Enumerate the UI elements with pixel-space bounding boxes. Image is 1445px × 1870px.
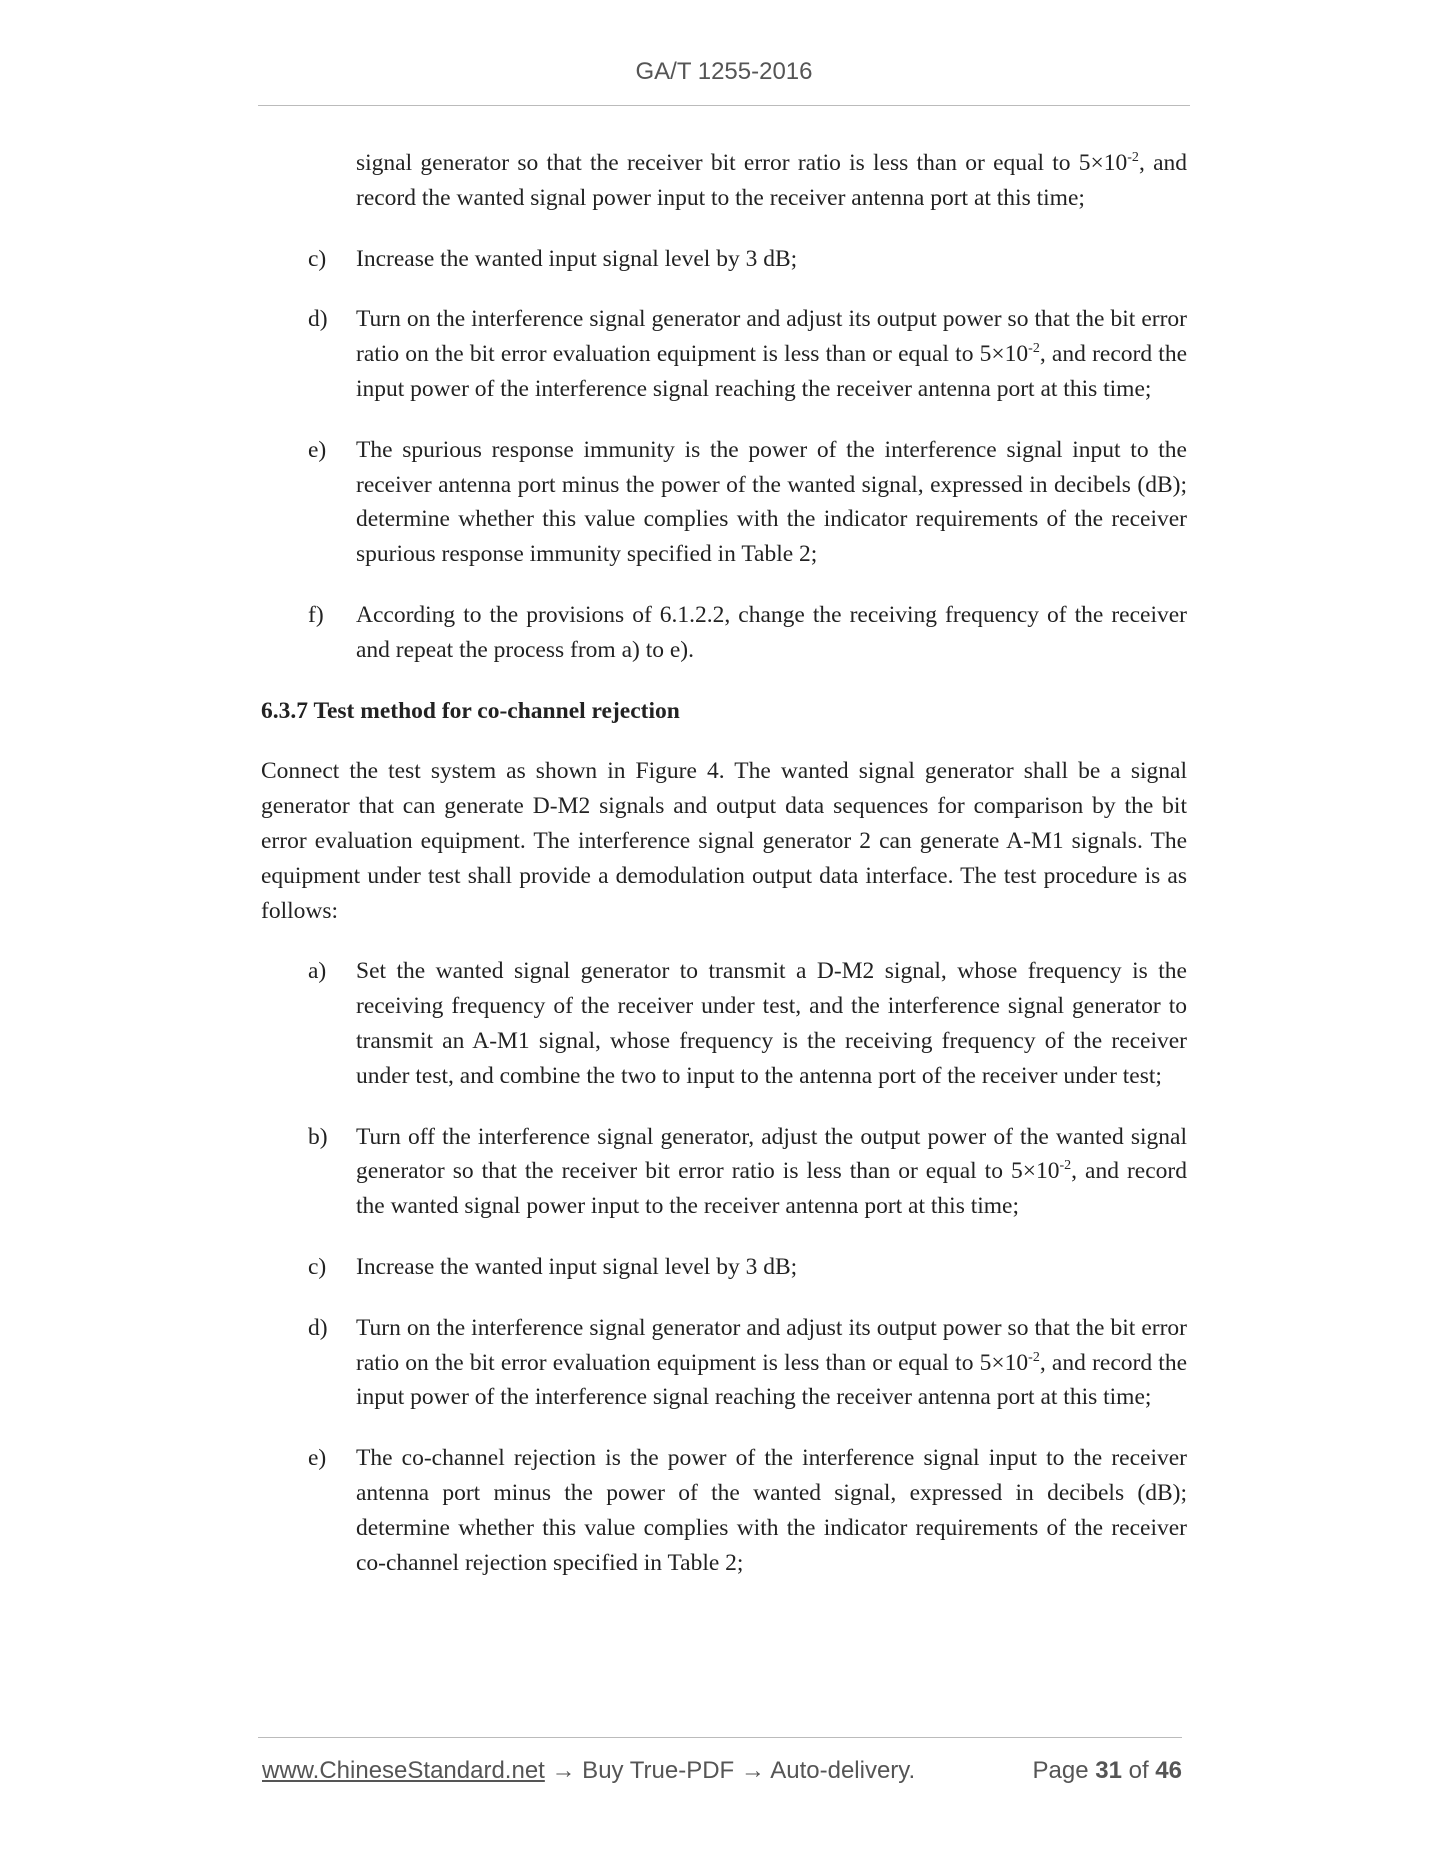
item-label: f) bbox=[308, 601, 324, 628]
footer-divider bbox=[258, 1737, 1182, 1738]
superscript: -2 bbox=[1127, 150, 1139, 165]
item-text: Turn on the interference signal generator and adjust its output power so that the bit error ratio on the bit error evaluation equipment is less than or equal to 5×10 bbox=[356, 1314, 1187, 1376]
page-number bbox=[1033, 1757, 1183, 1785]
list-item-d bbox=[261, 302, 1187, 406]
list-item-b bbox=[261, 1120, 1187, 1224]
item-label: a) bbox=[308, 958, 327, 985]
page-footer bbox=[262, 1757, 1182, 1785]
list-item-b-continued bbox=[261, 146, 1187, 216]
item-label: b) bbox=[308, 1123, 328, 1150]
superscript: -2 bbox=[1028, 341, 1040, 357]
item-text: Turn off the interference signal generator, adjust the output power of the wanted signal generator so that the receiver bit error ratio is less than or equal to 5×10 bbox=[356, 1123, 1187, 1185]
website-link[interactable]: www.ChineseStandard.net bbox=[262, 1757, 545, 1784]
item-label: e) bbox=[308, 1445, 327, 1472]
superscript: -2 bbox=[1059, 1158, 1072, 1174]
item-label: d) bbox=[308, 306, 328, 333]
item-text: Set the wanted signal generator to transmit a D-M2 signal, whose frequency is the receiving frequency of the receiver under test, and the interference signal generator to transmit an A-M1 signal, whose frequency is the receiving frequency of the receiver under test, and combine the two to input to the antenna port of the receiver under test; bbox=[356, 958, 1187, 1089]
current-page: 31 bbox=[1095, 1757, 1122, 1784]
item-label: c) bbox=[308, 1253, 327, 1280]
footer-tagline: → Buy True-PDF → Auto-delivery. bbox=[544, 1757, 916, 1784]
item-text: , and record the wanted signal power input to the receiver antenna port at this time; bbox=[356, 1158, 1187, 1220]
item-text: The spurious response immunity is the power of the interference signal input to the receiver antenna port minus the power of the wanted signal, expressed in decibels (dB); determine whether this value complies with the indicator requirements of the receiver spurious response immunity specified in Table 2; bbox=[356, 436, 1187, 568]
item-label: c) bbox=[308, 245, 327, 272]
item-text: Increase the wanted input signal level by 3 dB; bbox=[356, 1253, 798, 1280]
list-item-a bbox=[261, 954, 1187, 1093]
item-text: signal generator so that the receiver bit error ratio is less than or equal to 5×10 bbox=[356, 150, 1128, 176]
item-text: Turn on the interference signal generator and adjust its output power so that the bit error ratio on the bit error evaluation equipment is less than or equal to 5×10 bbox=[356, 306, 1187, 368]
item-text: The co-channel rejection is the power of the interference signal input to the receiver antenna port minus the power of the wanted signal, expressed in decibels (dB); determine whether this value complies with the indicator requirements of the receiver co-channel rejection specified in Table 2; bbox=[356, 1445, 1187, 1576]
list-item-c bbox=[261, 242, 1187, 277]
section-intro: Connect the test system as shown in Figure 4. The wanted signal generator shall be a signal generator that can generate D-M2 signals and output data sequences for comparison by the bit error evaluation equipment. The interference signal generator 2 can generate A-M1 signals. The equipment under test shall provide a demodulation output data interface. The test procedure is as follows: bbox=[261, 758, 1187, 924]
item-label: e) bbox=[308, 436, 327, 463]
list-item-c bbox=[261, 1250, 1187, 1285]
total-pages: 46 bbox=[1155, 1757, 1182, 1784]
item-text: Increase the wanted input signal level by 3 dB; bbox=[356, 245, 798, 272]
of-word: of bbox=[1128, 1757, 1149, 1784]
document-header: GA/T 1255-2016 bbox=[635, 58, 813, 85]
section-heading: 6.3.7 Test method for co-channel rejection bbox=[261, 697, 680, 724]
header-divider bbox=[258, 105, 1190, 106]
item-text: , and record the input power of the interference signal reaching the receiver antenna port at this time; bbox=[356, 1349, 1187, 1411]
list-item-d bbox=[261, 1311, 1187, 1415]
item-text: , and record the wanted signal power input to the receiver antenna port at this time; bbox=[356, 150, 1187, 211]
item-text: According to the provisions of 6.1.2.2, change the receiving frequency of the receiver and repeat the process from a) to e). bbox=[356, 601, 1187, 663]
item-label: d) bbox=[308, 1314, 328, 1341]
item-text: , and record the input power of the interference signal reaching the receiver antenna port at this time; bbox=[356, 341, 1187, 402]
list-item-e bbox=[261, 433, 1187, 572]
list-item-e bbox=[261, 1441, 1187, 1580]
superscript: -2 bbox=[1028, 1349, 1040, 1365]
page-content bbox=[261, 146, 1187, 1606]
list-item-f bbox=[261, 598, 1187, 668]
page-word: Page bbox=[1032, 1757, 1089, 1784]
